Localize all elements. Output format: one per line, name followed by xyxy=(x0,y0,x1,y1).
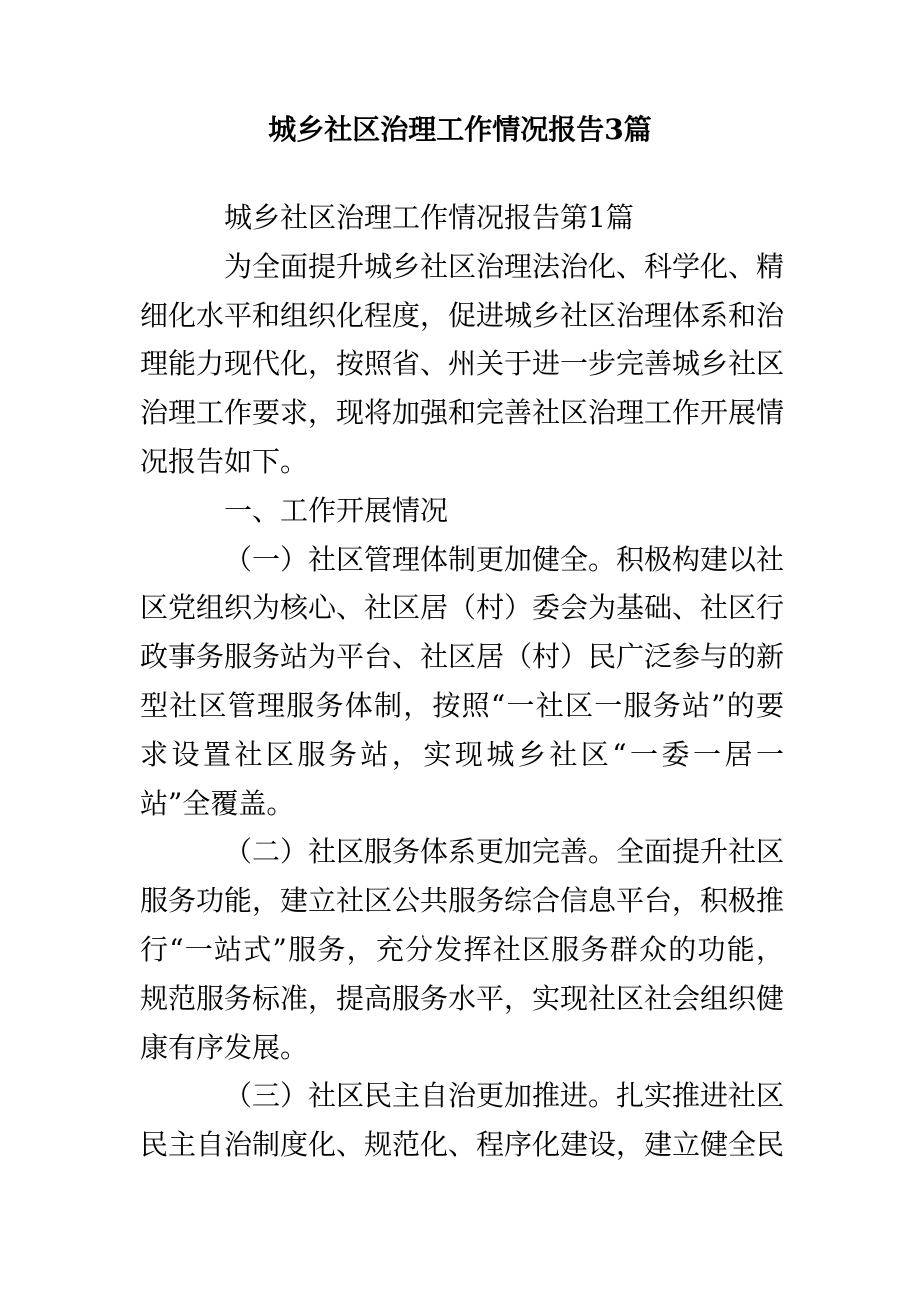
intro-paragraph: 为全面提升城乡社区治理法治化、科学化、精细化水平和组织化程度，促进城乡社区治理体系和治理能力现代化，按照省、州关于进一步完善城乡社区治理工作要求，现将加强和完善社区治理工作开展情况报告如下。 xyxy=(140,249,785,478)
section-heading: 城乡社区治理工作情况报告第1篇 xyxy=(224,201,634,234)
document-body xyxy=(140,194,784,1170)
document-title: 城乡社区治理工作情况报告3篇 xyxy=(268,113,652,146)
paragraph-management-system: （一）社区管理体制更加健全。积极构建以社区党组织为核心、社区居（村）委会为基础、社区行政事务服务站为平台、社区居（村）民广泛参与的新型社区管理服务体制，按照“一社区一服务站”的要求设置社区服务站，实现城乡社区“一委一居一站”全覆盖。 xyxy=(140,542,785,820)
part-heading: 一、工作开展情况 xyxy=(224,493,449,527)
paragraph-democratic-autonomy: （三）社区民主自治更加推进。扎实推进社区民主自治制度化、规范化、程序化建设，建立健全民 xyxy=(140,1079,785,1162)
paragraph-service-system: （二）社区服务体系更加完善。全面提升社区服务功能，建立社区公共服务综合信息平台，积极推行“一站式”服务，充分发挥社区服务群众的功能，规范服务标准，提高服务水平，实现社区社会组织健康有序发展。 xyxy=(140,835,785,1064)
